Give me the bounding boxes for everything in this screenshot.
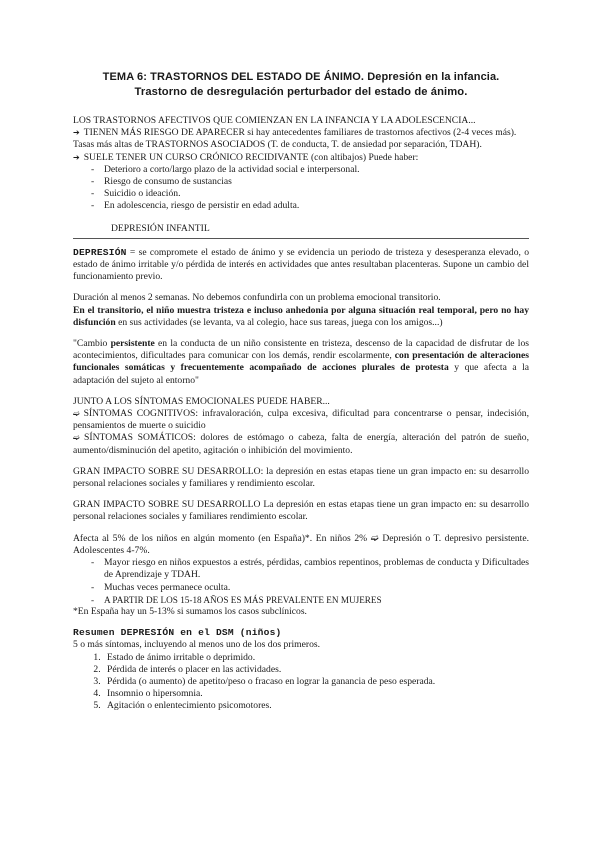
curved-arrow-icon: ➫ bbox=[73, 409, 84, 419]
transitory-paragraph: En el transitorio, el niño muestra tristeza e incluso anhedonia por alguna situación real temporal, pero no hay disfunción en sus actividades (se levanta, va al colegio, hace sus tareas, juega con los amigos...) bbox=[73, 304, 529, 328]
definition-paragraph: DEPRESIÓN = se compromete el estado de ánimo y se evidencia un periodo de tristeza y desesperanza elevado, o estado de ánimo irritable y/o pérdida de interés en actividades que antes resultaban placenteras. Supone un cambio del funcionamiento previo. bbox=[73, 246, 529, 283]
definition-term: DEPRESIÓN bbox=[73, 246, 127, 258]
list-item: 3. Pérdida (o aumento) de apetito/peso o fracaso en lograr la ganancia de peso esperada. bbox=[103, 676, 529, 688]
risk-paragraph: ➔ TIENEN MÁS RIESGO DE APARECER si hay antecedentes familiares de trastornos afectivos (2-4 veces más). Tasas más altas de TRASTORNOS ASOCIADOS (T. de conducta, T. de ansiedad por separación, TDAH). bbox=[73, 127, 529, 151]
list-item: 2. Pérdida de interés o placer en las actividades. bbox=[103, 664, 529, 676]
list-item: - Mayor riesgo en niños expuestos a estrés, pérdidas, cambios repentinos, problemas de conducta y Dificultades de Aprendizaje y TDAH. bbox=[91, 557, 529, 581]
prevalence-list bbox=[73, 557, 529, 606]
course-list bbox=[73, 164, 529, 213]
title-line-1: TEMA 6: TRASTORNOS DEL ESTADO DE ÁNIMO. Depresión en la infancia. bbox=[102, 71, 500, 83]
prevalence-paragraph: Afecta al 5% de los niños en algún momento (en España)*. En niños 2% ➫ Depresión o T. depresivo persistente. Adolescentes 4-7%. bbox=[73, 532, 529, 556]
list-item: 5. Agitación o enlentecimiento psicomotores. bbox=[103, 700, 529, 712]
quote-paragraph: "Cambio persistente en la conducta de un niño consistente en tristeza, descenso de la capacidad de disfrutar de los acontecimientos, dificultades para comunicar con los demás, rendir escolarmente, con presentación de alteraciones funcionales somáticas y frecuentemente acompañado de acciones plurales de protesta y que afecta a la adaptación del sujeto al entorno" bbox=[73, 338, 529, 386]
list-item: 1. Estado de ánimo irritable o deprimido. bbox=[103, 652, 529, 664]
course-paragraph: ➔ SUELE TENER UN CURSO CRÓNICO RECIDIVANTE (con altibajos) Puede haber: bbox=[73, 152, 529, 164]
impact-paragraph-1: GRAN IMPACTO SOBRE SU DESARROLLO: la depresión en estas etapas tiene un gran impacto en: su desarrollo personal relaciones sociales y familiares y rendimiento escolar. bbox=[73, 465, 529, 490]
list-item: - Deterioro a corto/largo plazo de la actividad social e interpersonal. bbox=[91, 164, 529, 176]
title-line-2: Trastorno de desregulación perturbador del estado de ánimo. bbox=[134, 86, 468, 98]
list-item: - Riesgo de consumo de sustancias bbox=[91, 176, 529, 188]
divider bbox=[73, 238, 529, 239]
dsm-intro: 5 o más síntomas, incluyendo al menos uno de los dos primeros. bbox=[73, 639, 321, 651]
list-item: - Muchas veces permanece oculta. bbox=[91, 582, 529, 594]
list-item: - A PARTIR DE LOS 15-18 AÑOS ES MÁS PREVALENTE EN MUJERES bbox=[91, 594, 529, 606]
dsm-heading: Resumen DEPRESIÓN en el DSM (niños) bbox=[73, 627, 282, 639]
cognitive-symptoms: ➫ SÍNTOMAS COGNITIVOS: infravaloración, culpa excesiva, dificultad para concentrarse o pensar, indecisión, pensamientos de muerte o suicidio bbox=[73, 408, 530, 432]
curved-arrow-icon: ➫ bbox=[73, 433, 85, 443]
somatic-symptoms: ➫ SÍNTOMAS SOMÁTICOS: dolores de estómago o cabeza, falta de energía, alteración del patrón de sueño, aumento/disminución del apetito, agitación o inhibición del movimiento. bbox=[73, 432, 530, 456]
list-item: 4. Insomnio o hipersomnia. bbox=[103, 688, 529, 700]
list-item: - En adolescencia, riesgo de persistir en edad adulta. bbox=[91, 200, 529, 212]
impact-paragraph-2: GRAN IMPACTO SOBRE SU DESARROLLO La depresión en estas etapas tiene un gran impacto en: su desarrollo personal relaciones sociales y familiares rendimiento escolar. bbox=[73, 499, 529, 523]
list-item: - Suicidio o ideación. bbox=[91, 188, 529, 200]
document-title bbox=[73, 70, 529, 100]
prevalence-note: *En España hay un 5-13% si sumamos los casos subclínicos. bbox=[73, 605, 307, 617]
section-subheading: DEPRESIÓN INFANTIL bbox=[111, 222, 210, 234]
dsm-criteria-list bbox=[73, 652, 529, 713]
symptoms-heading: JUNTO A LOS SÍNTOMAS EMOCIONALES PUEDE HABER... bbox=[73, 395, 330, 407]
document-page bbox=[73, 70, 529, 713]
intro-heading: LOS TRASTORNOS AFECTIVOS QUE COMIENZAN EN LA INFANCIA Y LA ADOLESCENCIA... bbox=[73, 115, 476, 126]
duration-line: Duración al menos 2 semanas. No debemos confundirla con un problema emocional transitorio. bbox=[73, 292, 441, 304]
